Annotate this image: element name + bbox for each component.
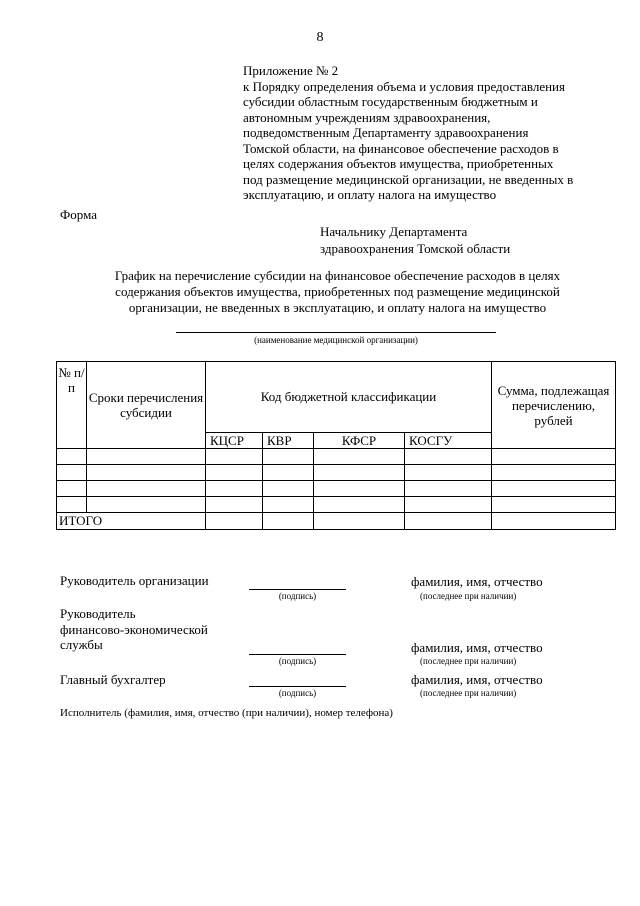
appendix-line: эксплуатацию, и оплату налога на имущество: [243, 187, 497, 202]
header-terms: Сроки перечисления субсидии: [87, 362, 206, 449]
table-cell[interactable]: [57, 465, 87, 481]
executor-note: Исполнитель (фамилия, имя, отчество (при наличии), номер телефона): [60, 707, 393, 719]
appendix-line: субсидии областным государственным бюджетным и: [243, 94, 538, 109]
table-cell[interactable]: [206, 465, 263, 481]
appendix-line: к Порядку определения объема и условия предоставления: [243, 78, 565, 94]
head-fio-caption: (последнее при наличии): [420, 591, 517, 601]
table-cell[interactable]: [492, 465, 616, 481]
accountant-label: Главный бухгалтер: [60, 672, 166, 687]
appendix-heading: [243, 63, 623, 203]
finance-fio-label: фамилия, имя, отчество: [411, 640, 543, 655]
schedule-table: [56, 361, 616, 530]
header-kcsr: КЦСР: [206, 433, 263, 449]
header-budget-code: Код бюджетной классификации: [206, 362, 492, 433]
table-cell[interactable]: [492, 449, 616, 465]
accountant-signature-line[interactable]: [249, 686, 346, 687]
finance-label-line: Руководитель: [60, 606, 136, 621]
table-cell[interactable]: [405, 513, 492, 530]
title-line: График на перечисление субсидии на финансовое обеспечение расходов в целях: [114, 268, 561, 283]
table-row: [57, 497, 616, 513]
finance-label-line: финансово-экономической: [60, 621, 208, 637]
table-cell[interactable]: [87, 481, 206, 497]
accountant-fio-label: фамилия, имя, отчество: [411, 672, 543, 687]
table-cell[interactable]: [87, 465, 206, 481]
header-kfsr: КФСР: [314, 433, 405, 449]
finance-label-line: службы: [60, 637, 103, 652]
appendix-line: подведомственным Департаменту здравоохранения: [243, 125, 529, 140]
table-row: [57, 481, 616, 497]
appendix-line: целях содержания объектов имущества, приобретенных: [243, 156, 554, 171]
head-signature-line[interactable]: [249, 589, 346, 590]
table-cell[interactable]: [57, 481, 87, 497]
document-title: [60, 268, 615, 316]
addressee-line: здравоохранения Томской области: [320, 241, 511, 256]
table-cell[interactable]: [314, 465, 405, 481]
appendix-line: под размещение медицинской организации, не введенных в: [243, 171, 574, 187]
table-cell[interactable]: [87, 497, 206, 513]
table-cell[interactable]: [492, 481, 616, 497]
table-cell[interactable]: [263, 481, 314, 497]
table-cell[interactable]: [405, 481, 492, 497]
table-cell[interactable]: [405, 465, 492, 481]
header-number: № п/п: [57, 362, 87, 449]
addressee-line: Начальнику Департамента: [320, 224, 468, 239]
total-label: ИТОГО: [57, 513, 206, 530]
finance-signature-caption: (подпись): [278, 656, 317, 666]
table-cell[interactable]: [263, 513, 314, 530]
org-name-line[interactable]: [176, 332, 496, 333]
org-name-caption: (наименование медицинской организации): [254, 335, 418, 345]
table-cell[interactable]: [314, 449, 405, 465]
table-cell[interactable]: [206, 481, 263, 497]
table-cell[interactable]: [206, 449, 263, 465]
header-kosgu: КОСГУ: [405, 433, 492, 449]
table-cell[interactable]: [405, 449, 492, 465]
finance-signature-line[interactable]: [249, 654, 346, 655]
table-cell[interactable]: [263, 497, 314, 513]
table-cell[interactable]: [314, 513, 405, 530]
table-cell[interactable]: [263, 449, 314, 465]
head-signature-caption: (подпись): [278, 591, 317, 601]
table-cell[interactable]: [57, 497, 87, 513]
appendix-line: автономным учреждениям здравоохранения,: [243, 109, 491, 125]
head-label: Руководитель организации: [60, 573, 209, 588]
table-cell[interactable]: [87, 449, 206, 465]
header-kvr: КВР: [263, 433, 314, 449]
appendix-line: Приложение № 2: [243, 63, 339, 78]
appendix-line: Томской области, на финансовое обеспечение расходов в: [243, 140, 559, 156]
table-row: [57, 465, 616, 481]
page-number: 8: [316, 30, 324, 45]
title-line: организации, не введенных в эксплуатацию, и оплату налога на имущество: [128, 300, 547, 315]
table-cell[interactable]: [492, 497, 616, 513]
finance-head-label: [60, 606, 208, 653]
table-cell[interactable]: [206, 513, 263, 530]
table-cell[interactable]: [405, 497, 492, 513]
accountant-fio-caption: (последнее при наличии): [420, 688, 517, 698]
accountant-signature-caption: (подпись): [278, 688, 317, 698]
table-cell[interactable]: [57, 449, 87, 465]
table-cell[interactable]: [263, 465, 314, 481]
total-sum-cell[interactable]: [492, 513, 616, 530]
form-label: Форма: [60, 207, 97, 222]
finance-fio-caption: (последнее при наличии): [420, 656, 517, 666]
header-sum: Сумма, подлежащая перечислению, рублей: [492, 362, 616, 449]
addressee: [320, 223, 510, 257]
table-cell[interactable]: [314, 481, 405, 497]
head-fio-label: фамилия, имя, отчество: [411, 574, 543, 589]
table-cell[interactable]: [206, 497, 263, 513]
table-row: [57, 449, 616, 465]
title-line: содержания объектов имущества, приобретенных под размещение медицинской: [115, 284, 560, 299]
total-row: [57, 513, 616, 530]
table-cell[interactable]: [314, 497, 405, 513]
